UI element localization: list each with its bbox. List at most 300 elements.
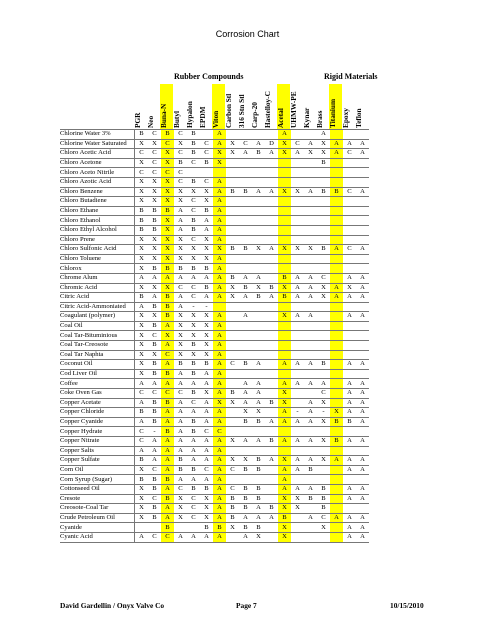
column-header-label: Kynar bbox=[302, 107, 311, 128]
rating-cell bbox=[278, 225, 291, 235]
rating-cell: B bbox=[317, 158, 330, 168]
rating-cell: B bbox=[187, 264, 200, 274]
chemical-name: Copper Acetate bbox=[60, 398, 135, 408]
rating-cell: A bbox=[213, 513, 226, 523]
rating-cell: A bbox=[356, 532, 369, 542]
rating-cell: X bbox=[226, 293, 239, 303]
rating-cell: A bbox=[291, 149, 304, 159]
rating-cell: A bbox=[356, 465, 369, 475]
rating-cell bbox=[265, 465, 278, 475]
table-row bbox=[60, 437, 369, 447]
rating-cell bbox=[317, 225, 330, 235]
rating-cell bbox=[343, 341, 356, 351]
table-row bbox=[60, 225, 369, 235]
rating-cell: A bbox=[304, 513, 317, 523]
rating-cell: D bbox=[265, 139, 278, 149]
rating-cell: A bbox=[161, 321, 174, 331]
rating-cell bbox=[304, 225, 317, 235]
rating-cell: B bbox=[135, 216, 149, 226]
rating-cell: X bbox=[161, 149, 174, 159]
rating-cell bbox=[265, 168, 278, 178]
rating-cell bbox=[291, 177, 304, 187]
rating-cell bbox=[239, 321, 252, 331]
rating-cell: A bbox=[356, 245, 369, 255]
rating-cell bbox=[278, 321, 291, 331]
rating-cell: A bbox=[304, 398, 317, 408]
rating-cell bbox=[226, 206, 239, 216]
rating-cell: X bbox=[148, 283, 161, 293]
rating-cell: C bbox=[187, 206, 200, 216]
rating-cell: X bbox=[148, 197, 161, 207]
rating-cell bbox=[278, 254, 291, 264]
rating-cell: A bbox=[304, 456, 317, 466]
rating-cell: B bbox=[252, 149, 265, 159]
rating-cell: A bbox=[291, 293, 304, 303]
rating-cell bbox=[330, 264, 343, 274]
rating-cell: A bbox=[174, 369, 187, 379]
rating-cell: A bbox=[213, 456, 226, 466]
rating-cell bbox=[317, 216, 330, 226]
rating-cell bbox=[343, 206, 356, 216]
rating-cell: A bbox=[239, 437, 252, 447]
rating-cell: B bbox=[148, 360, 161, 370]
rating-cell: B bbox=[265, 398, 278, 408]
rating-cell bbox=[239, 302, 252, 312]
rating-cell bbox=[265, 350, 278, 360]
rating-cell: A bbox=[291, 379, 304, 389]
rating-cell bbox=[239, 427, 252, 437]
rating-cell: A bbox=[174, 293, 187, 303]
rating-cell: B bbox=[226, 513, 239, 523]
rating-cell: X bbox=[161, 225, 174, 235]
chemical-name: Chloro Butadiene bbox=[60, 197, 135, 207]
rating-cell: A bbox=[200, 369, 213, 379]
rating-cell: A bbox=[187, 273, 200, 283]
rating-cell: A bbox=[161, 341, 174, 351]
rating-cell: X bbox=[135, 245, 149, 255]
rating-cell: C bbox=[187, 398, 200, 408]
rating-cell: A bbox=[252, 437, 265, 447]
rating-cell: A bbox=[200, 273, 213, 283]
rating-cell: B bbox=[265, 437, 278, 447]
rating-cell: B bbox=[239, 283, 252, 293]
rating-cell bbox=[343, 264, 356, 274]
table-row bbox=[60, 398, 369, 408]
rating-cell: A bbox=[356, 398, 369, 408]
rating-cell: A bbox=[304, 484, 317, 494]
rating-cell: A bbox=[356, 437, 369, 447]
rating-cell bbox=[304, 532, 317, 542]
rating-cell bbox=[174, 523, 187, 533]
rating-cell: A bbox=[252, 139, 265, 149]
rating-cell: A bbox=[356, 293, 369, 303]
rating-cell: A bbox=[213, 446, 226, 456]
rating-cell: B bbox=[239, 417, 252, 427]
rating-cell: A bbox=[174, 273, 187, 283]
rating-cell bbox=[213, 168, 226, 178]
rating-cell: A bbox=[265, 149, 278, 159]
rating-cell bbox=[226, 158, 239, 168]
rating-cell: X bbox=[135, 360, 149, 370]
rating-cell: A bbox=[343, 494, 356, 504]
rating-cell bbox=[252, 206, 265, 216]
rating-cell: X bbox=[278, 283, 291, 293]
rating-cell: C bbox=[161, 389, 174, 399]
rating-cell: X bbox=[200, 321, 213, 331]
rating-cell: B bbox=[200, 206, 213, 216]
table-row bbox=[60, 312, 369, 322]
rating-cell: X bbox=[135, 494, 149, 504]
table-row bbox=[60, 369, 369, 379]
rating-cell: C bbox=[161, 350, 174, 360]
rating-cell: B bbox=[148, 408, 161, 418]
rating-cell bbox=[304, 369, 317, 379]
rating-cell: A bbox=[265, 456, 278, 466]
rating-cell: A bbox=[135, 446, 149, 456]
rating-cell: C bbox=[148, 389, 161, 399]
rating-cell bbox=[239, 177, 252, 187]
rating-cell: A bbox=[213, 312, 226, 322]
rating-cell: B bbox=[187, 427, 200, 437]
rating-cell: - bbox=[200, 302, 213, 312]
rating-cell bbox=[330, 398, 343, 408]
rating-cell bbox=[317, 264, 330, 274]
rating-cell: X bbox=[148, 350, 161, 360]
rating-cell: A bbox=[200, 417, 213, 427]
rating-cell: A bbox=[343, 360, 356, 370]
rating-cell bbox=[226, 331, 239, 341]
rating-cell: A bbox=[343, 523, 356, 533]
rating-cell bbox=[226, 417, 239, 427]
rating-cell: X bbox=[161, 216, 174, 226]
rating-cell bbox=[317, 254, 330, 264]
rating-cell bbox=[343, 235, 356, 245]
rating-cell bbox=[265, 475, 278, 485]
rating-cell: A bbox=[304, 283, 317, 293]
table-row bbox=[60, 504, 369, 514]
rating-cell: A bbox=[187, 408, 200, 418]
rating-cell bbox=[330, 197, 343, 207]
rating-cell: X bbox=[278, 532, 291, 542]
rating-cell: B bbox=[200, 283, 213, 293]
rating-cell bbox=[304, 130, 317, 140]
rating-cell bbox=[317, 302, 330, 312]
rating-cell: B bbox=[148, 264, 161, 274]
rating-cell: B bbox=[200, 264, 213, 274]
table-row bbox=[60, 446, 369, 456]
rating-cell: X bbox=[187, 331, 200, 341]
rating-cell bbox=[239, 216, 252, 226]
rating-cell bbox=[252, 216, 265, 226]
rating-cell bbox=[343, 254, 356, 264]
rating-cell: B bbox=[239, 504, 252, 514]
rating-cell bbox=[265, 273, 278, 283]
rating-cell bbox=[330, 158, 343, 168]
rating-cell: A bbox=[213, 494, 226, 504]
rating-cell bbox=[265, 197, 278, 207]
rating-cell: C bbox=[161, 168, 174, 178]
chemical-name: Crude Petroleum Oil bbox=[60, 513, 135, 523]
rating-cell: A bbox=[317, 379, 330, 389]
rating-cell bbox=[265, 225, 278, 235]
rating-cell: X bbox=[200, 389, 213, 399]
rating-cell: B bbox=[174, 456, 187, 466]
rating-cell bbox=[265, 389, 278, 399]
rating-cell: A bbox=[356, 139, 369, 149]
chemical-name: Chloro Aceto Nitrile bbox=[60, 168, 135, 178]
rating-cell: A bbox=[291, 465, 304, 475]
chemical-name: Copper Salts bbox=[60, 446, 135, 456]
rating-cell: A bbox=[161, 504, 174, 514]
rating-cell: A bbox=[265, 245, 278, 255]
rating-cell bbox=[304, 197, 317, 207]
rating-cell: A bbox=[239, 389, 252, 399]
rating-cell: A bbox=[174, 206, 187, 216]
chemical-name: Cod Liver Oil bbox=[60, 369, 135, 379]
rating-cell: B bbox=[187, 225, 200, 235]
rating-cell: C bbox=[200, 465, 213, 475]
chemical-name: Copper Cyanide bbox=[60, 417, 135, 427]
rating-cell bbox=[239, 130, 252, 140]
table-row bbox=[60, 341, 369, 351]
rating-cell: C bbox=[174, 149, 187, 159]
rating-cell bbox=[356, 216, 369, 226]
rating-cell: X bbox=[135, 465, 149, 475]
rating-cell: A bbox=[187, 446, 200, 456]
rating-cell bbox=[239, 158, 252, 168]
rating-cell: X bbox=[226, 283, 239, 293]
rating-cell bbox=[239, 225, 252, 235]
chemical-name: Chloro Prene bbox=[60, 235, 135, 245]
rating-cell bbox=[226, 475, 239, 485]
rating-cell: B bbox=[239, 484, 252, 494]
rating-cell bbox=[265, 369, 278, 379]
rating-cell: B bbox=[135, 456, 149, 466]
rating-cell: A bbox=[174, 216, 187, 226]
rating-cell: A bbox=[265, 417, 278, 427]
rating-cell: A bbox=[265, 293, 278, 303]
rating-cell: C bbox=[187, 293, 200, 303]
rating-cell: A bbox=[213, 235, 226, 245]
rating-cell: A bbox=[304, 293, 317, 303]
rating-cell: B bbox=[317, 187, 330, 197]
rating-cell: A bbox=[213, 197, 226, 207]
rating-cell: B bbox=[161, 494, 174, 504]
rating-cell: A bbox=[174, 225, 187, 235]
rating-cell: X bbox=[252, 245, 265, 255]
rating-cell: A bbox=[174, 302, 187, 312]
rating-cell: A bbox=[213, 321, 226, 331]
rating-cell: X bbox=[174, 513, 187, 523]
rating-cell bbox=[317, 177, 330, 187]
table-row bbox=[60, 139, 369, 149]
rating-cell bbox=[135, 523, 149, 533]
rating-cell: X bbox=[278, 504, 291, 514]
column-header-label: PGR bbox=[133, 112, 142, 128]
table-row bbox=[60, 360, 369, 370]
rating-cell: X bbox=[213, 245, 226, 255]
rating-cell bbox=[343, 331, 356, 341]
rating-cell: A bbox=[356, 408, 369, 418]
rating-cell bbox=[226, 130, 239, 140]
chemical-name: Chloro Sulfonic Acid bbox=[60, 245, 135, 255]
rating-cell bbox=[200, 130, 213, 140]
rating-cell: C bbox=[135, 389, 149, 399]
rating-cell: A bbox=[148, 293, 161, 303]
rating-cell bbox=[343, 158, 356, 168]
rating-cell: A bbox=[278, 484, 291, 494]
rating-cell bbox=[265, 216, 278, 226]
rating-cell bbox=[213, 302, 226, 312]
rating-cell: B bbox=[148, 216, 161, 226]
column-header-label: Hastelloy-C bbox=[263, 91, 272, 128]
rating-cell: C bbox=[174, 283, 187, 293]
rating-cell: B bbox=[187, 369, 200, 379]
rating-cell: B bbox=[161, 398, 174, 408]
rating-cell: B bbox=[187, 139, 200, 149]
rating-cell bbox=[226, 532, 239, 542]
rating-cell: A bbox=[291, 456, 304, 466]
rating-cell: B bbox=[148, 513, 161, 523]
rating-cell bbox=[343, 168, 356, 178]
rating-cell bbox=[252, 235, 265, 245]
rating-cell: A bbox=[161, 417, 174, 427]
rating-cell bbox=[343, 130, 356, 140]
rating-cell: A bbox=[213, 225, 226, 235]
rating-cell: X bbox=[317, 149, 330, 159]
rating-cell bbox=[278, 168, 291, 178]
column-header-label: Butyl bbox=[172, 110, 181, 128]
rating-cell: X bbox=[187, 245, 200, 255]
rating-cell: X bbox=[135, 197, 149, 207]
column-header-label: Buna-N bbox=[159, 103, 168, 128]
rating-cell: X bbox=[200, 254, 213, 264]
rating-cell: A bbox=[278, 360, 291, 370]
rating-cell: B bbox=[304, 494, 317, 504]
rating-cell bbox=[265, 331, 278, 341]
table-row bbox=[60, 408, 369, 418]
rating-cell bbox=[356, 369, 369, 379]
rating-cell: B bbox=[187, 130, 200, 140]
rating-cell: X bbox=[291, 494, 304, 504]
rating-cell bbox=[239, 350, 252, 360]
rating-cell: X bbox=[135, 321, 149, 331]
chemical-name: Chloro Acetone bbox=[60, 158, 135, 168]
rating-cell bbox=[356, 168, 369, 178]
table-row bbox=[60, 350, 369, 360]
rating-cell bbox=[278, 235, 291, 245]
rating-cell: X bbox=[317, 283, 330, 293]
footer-page-number: Page 7 bbox=[236, 601, 257, 610]
rating-cell bbox=[265, 235, 278, 245]
rating-cell: B bbox=[226, 389, 239, 399]
rating-cell: X bbox=[135, 177, 149, 187]
rating-cell: B bbox=[187, 465, 200, 475]
rating-cell bbox=[252, 321, 265, 331]
rating-cell bbox=[291, 254, 304, 264]
table-row bbox=[60, 523, 369, 533]
rating-cell: A bbox=[239, 532, 252, 542]
rating-cell: X bbox=[135, 283, 149, 293]
rating-cell bbox=[252, 158, 265, 168]
chemical-name: Cottonseed Oil bbox=[60, 484, 135, 494]
rating-cell: C bbox=[148, 158, 161, 168]
rating-cell bbox=[356, 475, 369, 485]
rating-cell: X bbox=[161, 254, 174, 264]
rating-cell: B bbox=[174, 465, 187, 475]
rating-cell: C bbox=[187, 494, 200, 504]
rating-cell bbox=[239, 197, 252, 207]
column-header-label: Carbon Stl bbox=[224, 93, 233, 128]
rating-cell bbox=[252, 369, 265, 379]
rating-cell: C bbox=[343, 149, 356, 159]
rating-cell: X bbox=[148, 254, 161, 264]
rating-cell bbox=[252, 427, 265, 437]
rating-cell: X bbox=[278, 389, 291, 399]
column-header-label: Neo bbox=[146, 115, 155, 128]
table-row bbox=[60, 283, 369, 293]
rating-cell bbox=[265, 312, 278, 322]
rating-cell bbox=[252, 350, 265, 360]
rating-cell: A bbox=[343, 408, 356, 418]
rating-cell: A bbox=[135, 398, 149, 408]
rating-cell: X bbox=[174, 139, 187, 149]
rating-cell bbox=[291, 225, 304, 235]
rating-cell: A bbox=[135, 379, 149, 389]
chemical-name: Coffee bbox=[60, 379, 135, 389]
rating-cell: X bbox=[187, 350, 200, 360]
rating-cell bbox=[330, 312, 343, 322]
rating-cell bbox=[317, 321, 330, 331]
rating-cell bbox=[356, 254, 369, 264]
rating-cell bbox=[330, 360, 343, 370]
rating-cell bbox=[239, 235, 252, 245]
rating-cell: A bbox=[213, 273, 226, 283]
rating-cell bbox=[291, 475, 304, 485]
rating-cell: A bbox=[174, 398, 187, 408]
rating-cell bbox=[278, 264, 291, 274]
table-row bbox=[60, 245, 369, 255]
rating-cell: X bbox=[330, 408, 343, 418]
rating-cell: A bbox=[356, 149, 369, 159]
rating-cell: X bbox=[226, 456, 239, 466]
rating-cell bbox=[239, 475, 252, 485]
rating-cell: A bbox=[343, 532, 356, 542]
rating-cell bbox=[226, 177, 239, 187]
rating-cell bbox=[304, 331, 317, 341]
rating-cell: B bbox=[148, 417, 161, 427]
rating-cell bbox=[356, 427, 369, 437]
chemical-name: Copper Chloride bbox=[60, 408, 135, 418]
table-row bbox=[60, 456, 369, 466]
rating-cell: A bbox=[213, 264, 226, 274]
rating-cell: C bbox=[200, 139, 213, 149]
rating-cell: B bbox=[135, 408, 149, 418]
rating-cell: A bbox=[304, 139, 317, 149]
rating-cell: A bbox=[356, 456, 369, 466]
rating-cell: X bbox=[278, 494, 291, 504]
rating-cell bbox=[317, 532, 330, 542]
table-row bbox=[60, 177, 369, 187]
table-row bbox=[60, 149, 369, 159]
rating-cell: B bbox=[239, 523, 252, 533]
rating-cell: A bbox=[200, 532, 213, 542]
rating-cell: X bbox=[213, 398, 226, 408]
rating-cell bbox=[252, 130, 265, 140]
rating-cell: A bbox=[356, 312, 369, 322]
rating-cell: A bbox=[174, 446, 187, 456]
rating-cell: B bbox=[200, 360, 213, 370]
